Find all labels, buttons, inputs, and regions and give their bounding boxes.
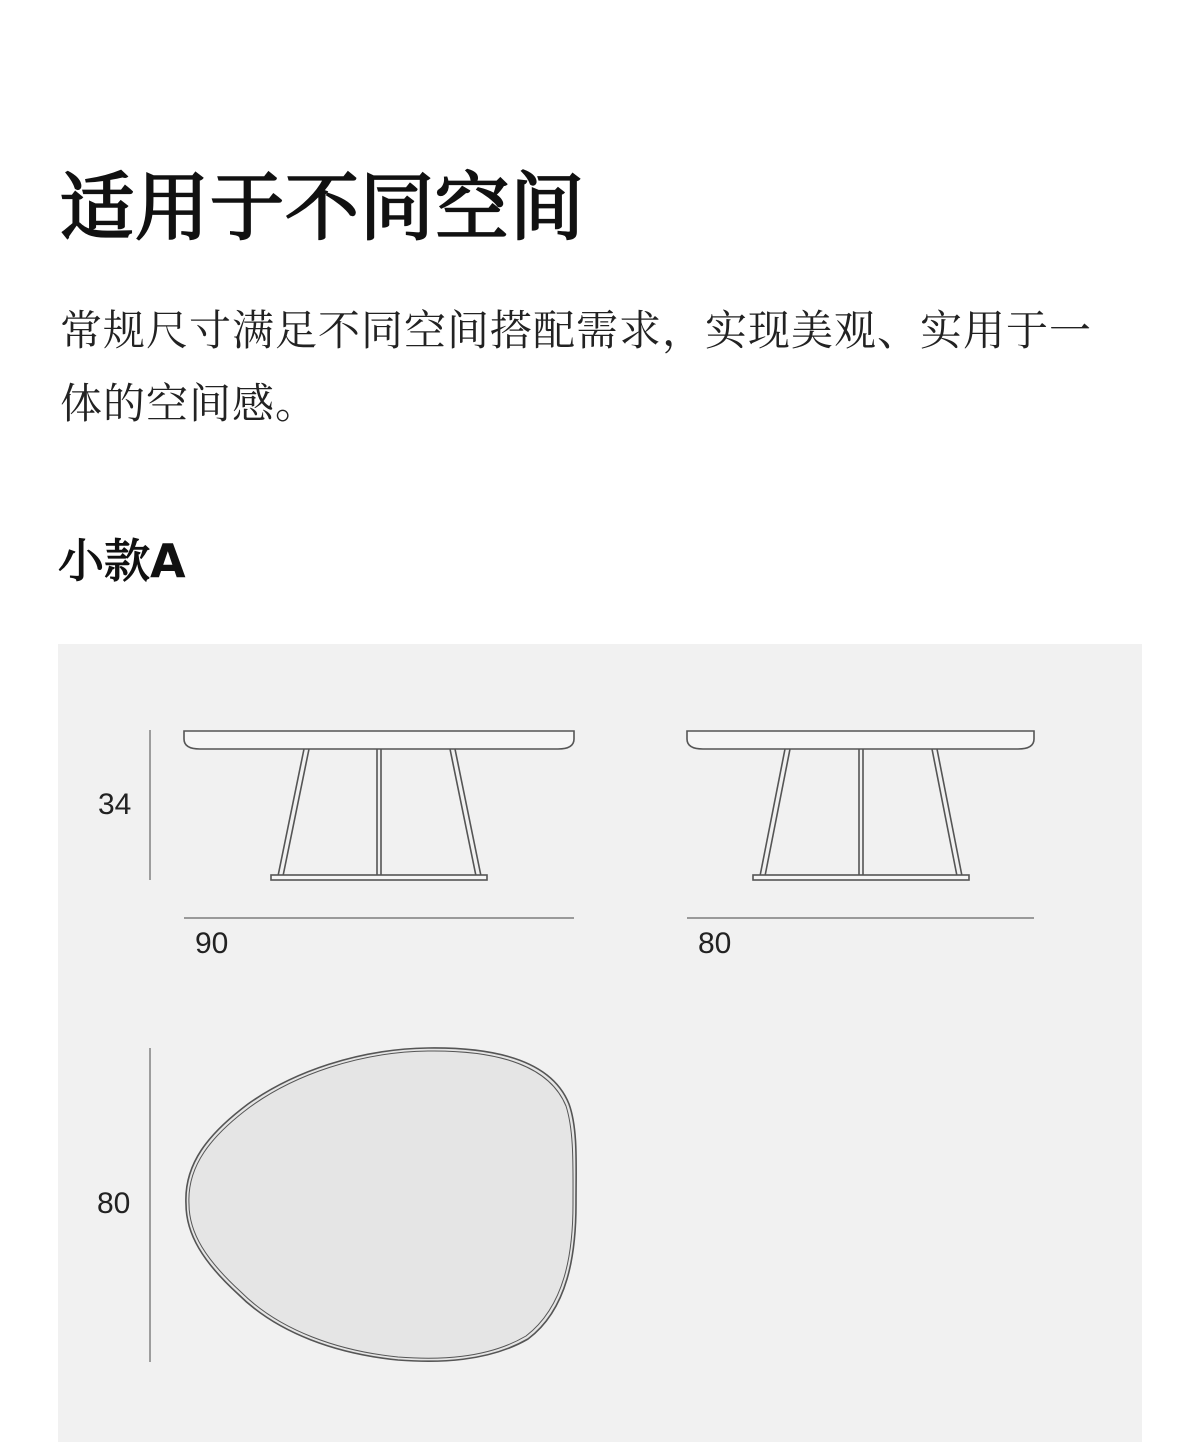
side-width-dimension-label: 80 bbox=[698, 927, 732, 960]
model-name: 小款A bbox=[58, 534, 186, 588]
top-depth-dimension-label: 80 bbox=[97, 1187, 131, 1220]
front-width-dimension-label: 90 bbox=[195, 927, 229, 960]
top-view-tabletop-outer bbox=[186, 1048, 576, 1361]
page-title: 适用于不同空间 bbox=[60, 165, 585, 251]
side-view-left-leg bbox=[760, 749, 785, 876]
top-view-table bbox=[186, 1048, 576, 1361]
dimension-diagram-panel bbox=[58, 644, 1142, 1442]
front-view-right-leg bbox=[450, 749, 476, 876]
side-view-table bbox=[687, 731, 1034, 880]
side-view-right-leg bbox=[932, 749, 957, 876]
side-view-base bbox=[753, 875, 969, 880]
front-view-table bbox=[184, 731, 574, 880]
height-dimension-label: 34 bbox=[98, 788, 132, 821]
front-view-tabletop bbox=[184, 731, 574, 749]
dimension-diagram bbox=[58, 644, 1142, 1442]
front-view-base bbox=[271, 875, 487, 880]
page-description: 常规尺寸满足不同空间搭配需求，实现美观、实用于一体的空间感。 bbox=[60, 306, 1093, 428]
side-view-tabletop bbox=[687, 731, 1034, 749]
front-view-left-leg bbox=[278, 749, 304, 876]
